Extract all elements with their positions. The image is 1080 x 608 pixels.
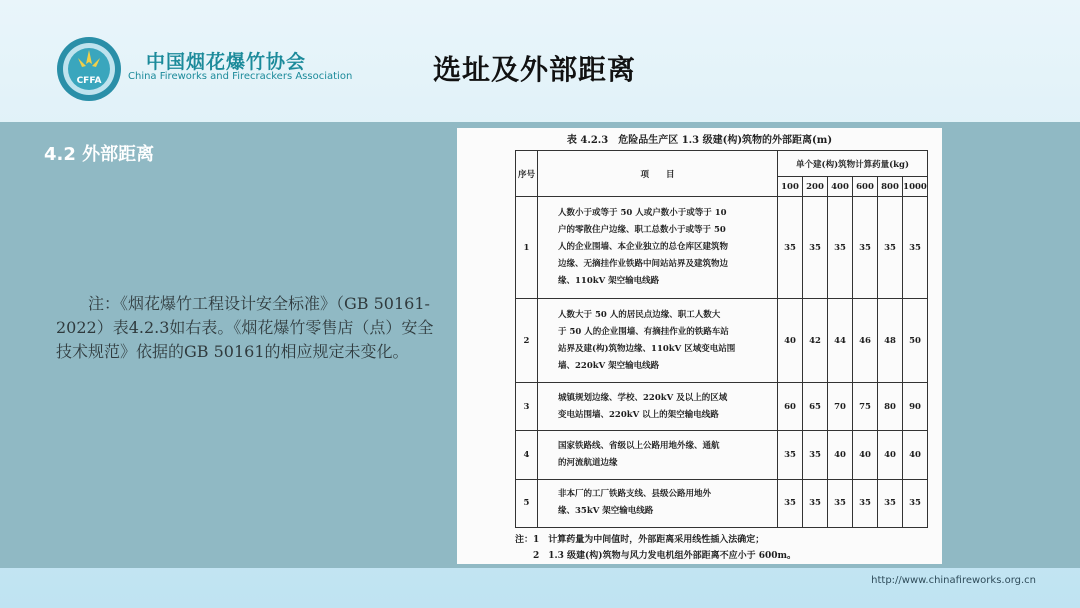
header-item: 项 目: [538, 151, 778, 197]
row-item-line: 城镇规划边缘、学校、220kV 及以上的区域: [558, 392, 728, 403]
header-no: 序号: [516, 151, 538, 197]
row-distance-value: 70: [828, 382, 853, 430]
row-distance-value: 35: [828, 479, 853, 527]
row-distance-value: 35: [778, 479, 803, 527]
header-amount: 200: [803, 177, 828, 197]
row-distance-value: 35: [878, 479, 903, 527]
row-item-line: 的河流航道边缘: [558, 457, 618, 468]
row-distance-value: 35: [803, 197, 828, 299]
row-item-line: 人数大于 50 人的居民点边缘、职工人数大: [558, 309, 721, 320]
header-amount-group: 单个建(构)筑物计算药量(kg): [778, 151, 928, 177]
row-item: [538, 299, 778, 383]
row-item-line: 站界及建(构)筑物边缘、110kV 区域变电站围: [558, 343, 736, 354]
row-number: 1: [516, 197, 538, 299]
row-distance-value: 90: [903, 382, 928, 430]
row-item-line: 人的企业围墙、本企业独立的总仓库区建筑物: [558, 242, 729, 253]
row-distance-value: 44: [828, 299, 853, 383]
row-distance-value: 46: [853, 299, 878, 383]
row-item: [538, 197, 778, 299]
row-distance-value: 75: [853, 382, 878, 430]
header-amount: 1000: [903, 177, 928, 197]
row-distance-value: 40: [853, 431, 878, 479]
distance-table: [515, 150, 928, 528]
row-number: 3: [516, 382, 538, 430]
table-footnote-1: 注：1 计算药量为中间值时，外部距离采用线性插入法确定；: [515, 535, 765, 545]
row-distance-value: 35: [778, 197, 803, 299]
row-distance-value: 35: [853, 479, 878, 527]
table-footnote-2: 2 1.3 级建(构)筑物与风力发电机组外部距离不应小于 600m。: [515, 551, 797, 561]
cffa-logo: [56, 36, 122, 102]
row-distance-value: 40: [878, 431, 903, 479]
row-distance-value: 50: [903, 299, 928, 383]
row-distance-value: 40: [778, 299, 803, 383]
table-row: [516, 431, 928, 479]
org-name-cn: 中国烟花爆竹协会: [146, 51, 307, 73]
footer-url: http://www.chinafireworks.org.cn: [871, 575, 1036, 586]
section-title: 4.2 外部距离: [44, 144, 155, 165]
row-item: [538, 382, 778, 430]
row-distance-value: 60: [778, 382, 803, 430]
table-caption: 表 4.2.3 危险品生产区 1.3 级建(构)筑物的外部距离(m): [566, 135, 833, 146]
row-item-line: 户的零散住户边缘、职工总数小于或等于 50: [558, 225, 726, 236]
slide-title: 选址及外部距离: [433, 53, 637, 86]
table-row: [516, 299, 928, 383]
row-item-line: 边缘、无摘挂作业铁路中间站站界及建筑物边: [558, 259, 729, 270]
row-distance-value: 48: [878, 299, 903, 383]
row-distance-value: 35: [828, 197, 853, 299]
row-distance-value: 40: [828, 431, 853, 479]
row-distance-value: 35: [878, 197, 903, 299]
row-distance-value: 35: [903, 197, 928, 299]
row-distance-value: 65: [803, 382, 828, 430]
row-distance-value: 80: [878, 382, 903, 430]
header-amount: 600: [853, 177, 878, 197]
row-item-line: 于 50 人的企业围墙、有摘挂作业的铁路车站: [558, 326, 729, 337]
row-item-line: 国家铁路线、省级以上公路用地外缘、通航: [558, 440, 720, 451]
row-item-line: 人数小于或等于 50 人或户数小于或等于 10: [558, 208, 727, 219]
row-item-line: 缘、35kV 架空输电线路: [558, 506, 654, 517]
row-distance-value: 35: [853, 197, 878, 299]
row-item-line: 墙、220kV 架空输电线路: [558, 360, 660, 371]
logo-text: CFFA: [76, 76, 102, 86]
row-number: 5: [516, 479, 538, 527]
row-item-line: 变电站围墙、220kV 以上的架空输电线路: [558, 409, 719, 420]
row-distance-value: 35: [803, 479, 828, 527]
standard-table-image: [457, 128, 942, 564]
header-amount: 800: [878, 177, 903, 197]
row-distance-value: 40: [903, 431, 928, 479]
row-distance-value: 35: [778, 431, 803, 479]
row-item-line: 缘、110kV 架空输电线路: [558, 276, 660, 287]
row-item: [538, 431, 778, 479]
row-number: 4: [516, 431, 538, 479]
table-row: [516, 479, 928, 527]
row-distance-value: 35: [803, 431, 828, 479]
row-distance-value: 42: [803, 299, 828, 383]
org-name-en: China Fireworks and Firecrackers Association: [128, 71, 353, 82]
row-number: 2: [516, 299, 538, 383]
note-text: 注：《烟花爆竹工程设计安全标准》（GB 50161-2022）表4.2.3如右表。《烟花爆竹零售店（点）安全技术规范》依据的GB 50161的相应规定未变化。: [56, 294, 434, 361]
table-row: [516, 197, 928, 299]
header-amount: 400: [828, 177, 853, 197]
row-distance-value: 35: [903, 479, 928, 527]
table-row: [516, 382, 928, 430]
row-item: [538, 479, 778, 527]
header-amount: 100: [778, 177, 803, 197]
row-item-line: 非本厂的工厂铁路支线、县级公路用地外: [558, 489, 712, 500]
